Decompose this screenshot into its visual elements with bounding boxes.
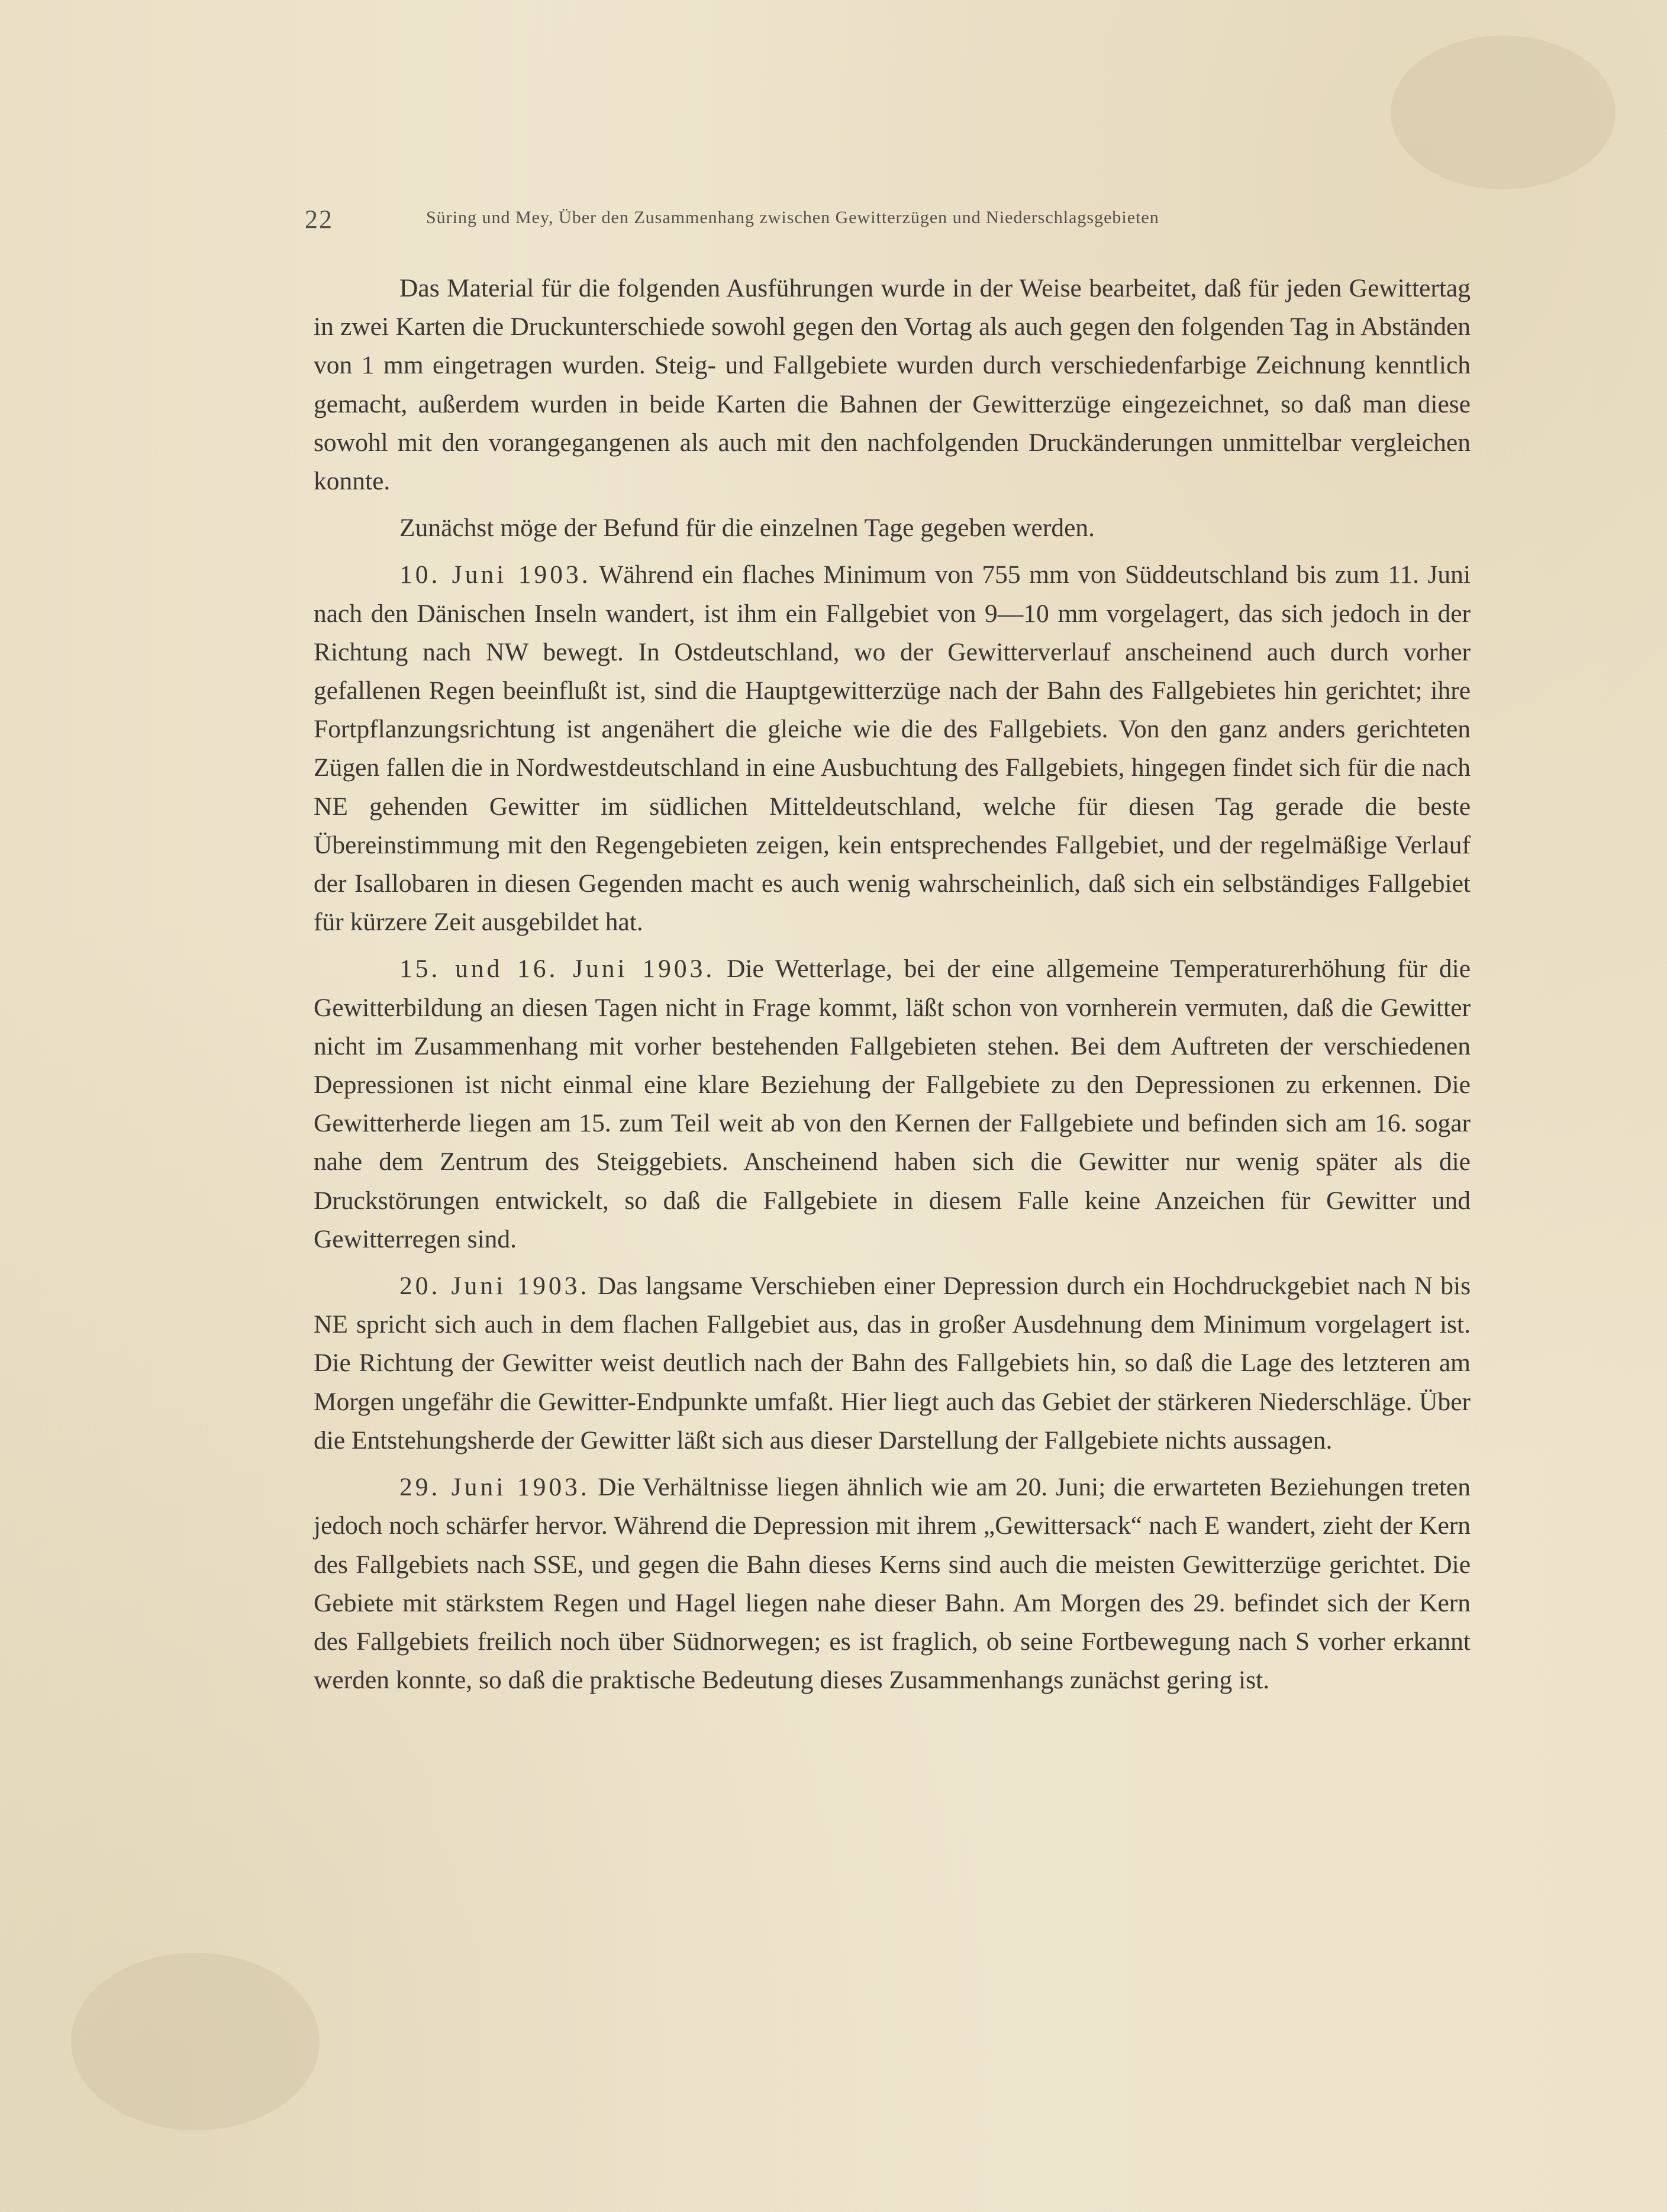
- paragraph-text: Das Material für die folgenden Ausführungen wurde in der Weise bearbeitet, daß für jeden Gewittertag in zwei Karten die Druckunterschiede sowohl gegen den Vortag als auch gegen den folgenden Tag in Abständen von 1 mm eingetragen wurden. Steig- und Fallgebiete wurden durch verschiedenfarbige Zeichnung kenntlich gemacht, außerdem wurden in beide Karten die Bahnen der Gewitterzüge eingezeichnet, so daß man diese sowohl mit den vorangegangenen als auch mit den nachfolgenden Druckänderungen unmittelbar vergleichen konnte.: [314, 274, 1471, 496]
- paragraph-text: Das langsame Verschieben einer Depression durch ein Hochdruckgebiet nach N bis NE spricht sich auch in dem flachen Fallgebiet aus, das in großer Ausdehnung dem Minimum vorgelagert ist. Die Richtung der Gewitter weist deutlich nach der Bahn des Fallgebiets hin, so daß die Lage des letzteren am Morgen ungefähr die Gewitter-Endpunkte umfaßt. Hier liegt auch das Gebiet der stärkeren Niederschläge. Über die Entstehungsherde der Gewitter läßt sich aus dieser Darstellung der Fallgebiete nichts aussagen.: [314, 1272, 1471, 1455]
- paragraph: [314, 950, 1471, 1259]
- paragraph: [314, 269, 1471, 501]
- paragraph: [314, 556, 1471, 941]
- paragraph-text: Die Wetterlage, bei der eine allgemeine Temperaturerhöhung für die Gewitterbildung an diesen Tagen nicht in Frage kommt, läßt schon von vornherein vermuten, daß die Gewitter nicht im Zusammenhang mit vorher bestehenden Fallgebieten stehen. Bei dem Auftreten der verschiedenen Depressionen ist nicht einmal eine klare Beziehung der Fallgebiete zu den Depressionen zu erkennen. Die Gewitterherde liegen am 15. zum Teil weit ab von den Kernen der Fallgebiete und befinden sich am 16. sogar nahe dem Zentrum des Steiggebiets. Anscheinend haben sich die Gewitter nur wenig später als die Druckstörungen entwickelt, so daß die Fallgebiete in diesem Falle keine Anzeichen für Gewitter und Gewitterregen sind.: [314, 955, 1471, 1253]
- running-title: Süring und Mey, Über den Zusammenhang zwischen Gewitterzügen und Niederschlagsgebieten: [426, 208, 1159, 227]
- date-heading: 20. Juni 1903.: [399, 1272, 590, 1301]
- running-head: [305, 204, 1370, 240]
- body-text: [314, 269, 1471, 1708]
- paragraph-text: Die Verhältnisse liegen ähnlich wie am 20. Juni; die erwarteten Beziehungen treten jedoch noch schärfer hervor. Während die Depression mit ihrem „Gewittersack“ nach E wandert, zieht der Kern des Fallgebiets nach SSE, und gegen die Bahn dieses Kerns sind auch die meisten Gewitterzüge gerichtet. Die Gebiete mit stärkstem Regen und Hagel liegen nahe dieser Bahn. Am Morgen des 29. befindet sich der Kern des Fallgebiets freilich noch über Südnorwegen; es ist fraglich, ob seine Fortbewegung nach S vorher erkannt werden konnte, so daß die praktische Bedeutung dieses Zusammenhangs zunächst gering ist.: [314, 1473, 1471, 1695]
- paragraph: [314, 1267, 1471, 1460]
- paper-stain: [1391, 36, 1616, 189]
- paragraph-text: Zunächst möge der Befund für die einzelnen Tage gegeben werden.: [399, 514, 1095, 543]
- paragraph-text: Während ein flaches Minimum von 755 mm von Süddeutschland bis zum 11. Juni nach den Dänischen Inseln wandert, ist ihm ein Fallgebiet von 9—10 mm vorgelagert, das sich jedoch in der Richtung nach NW bewegt. In Ostdeutschland, wo der Gewitterverlauf anscheinend auch durch vorher gefallenen Regen beeinflußt ist, sind die Hauptgewitterzüge nach der Bahn des Fallgebietes hin gerichtet; ihre Fortpflanzungsrichtung ist angenähert die gleiche wie die des Fallgebiets. Von den ganz anders gerichteten Zügen fallen die in Nordwestdeutschland in eine Ausbuchtung des Fallgebiets, hingegen findet sich für die nach NE gehenden Gewitter im südlichen Mitteldeutschland, welche für diesen Tag gerade die beste Übereinstimmung mit den Regengebieten zeigen, kein entsprechendes Fallgebiet, und der regelmäßige Verlauf der Isallobaren in diesen Gegenden macht es auch wenig wahrscheinlich, daß sich ein selbständiges Fallgebiet für kürzere Zeit ausgebildet hat.: [314, 560, 1471, 937]
- paragraph: [314, 509, 1471, 547]
- date-heading: 29. Juni 1903.: [399, 1473, 590, 1502]
- paragraph: [314, 1468, 1471, 1700]
- page-number: 22: [305, 205, 333, 234]
- date-heading: 10. Juni 1903.: [399, 560, 591, 589]
- date-heading: 15. und 16. Juni 1903.: [399, 955, 715, 984]
- paper-stain: [71, 1953, 320, 2130]
